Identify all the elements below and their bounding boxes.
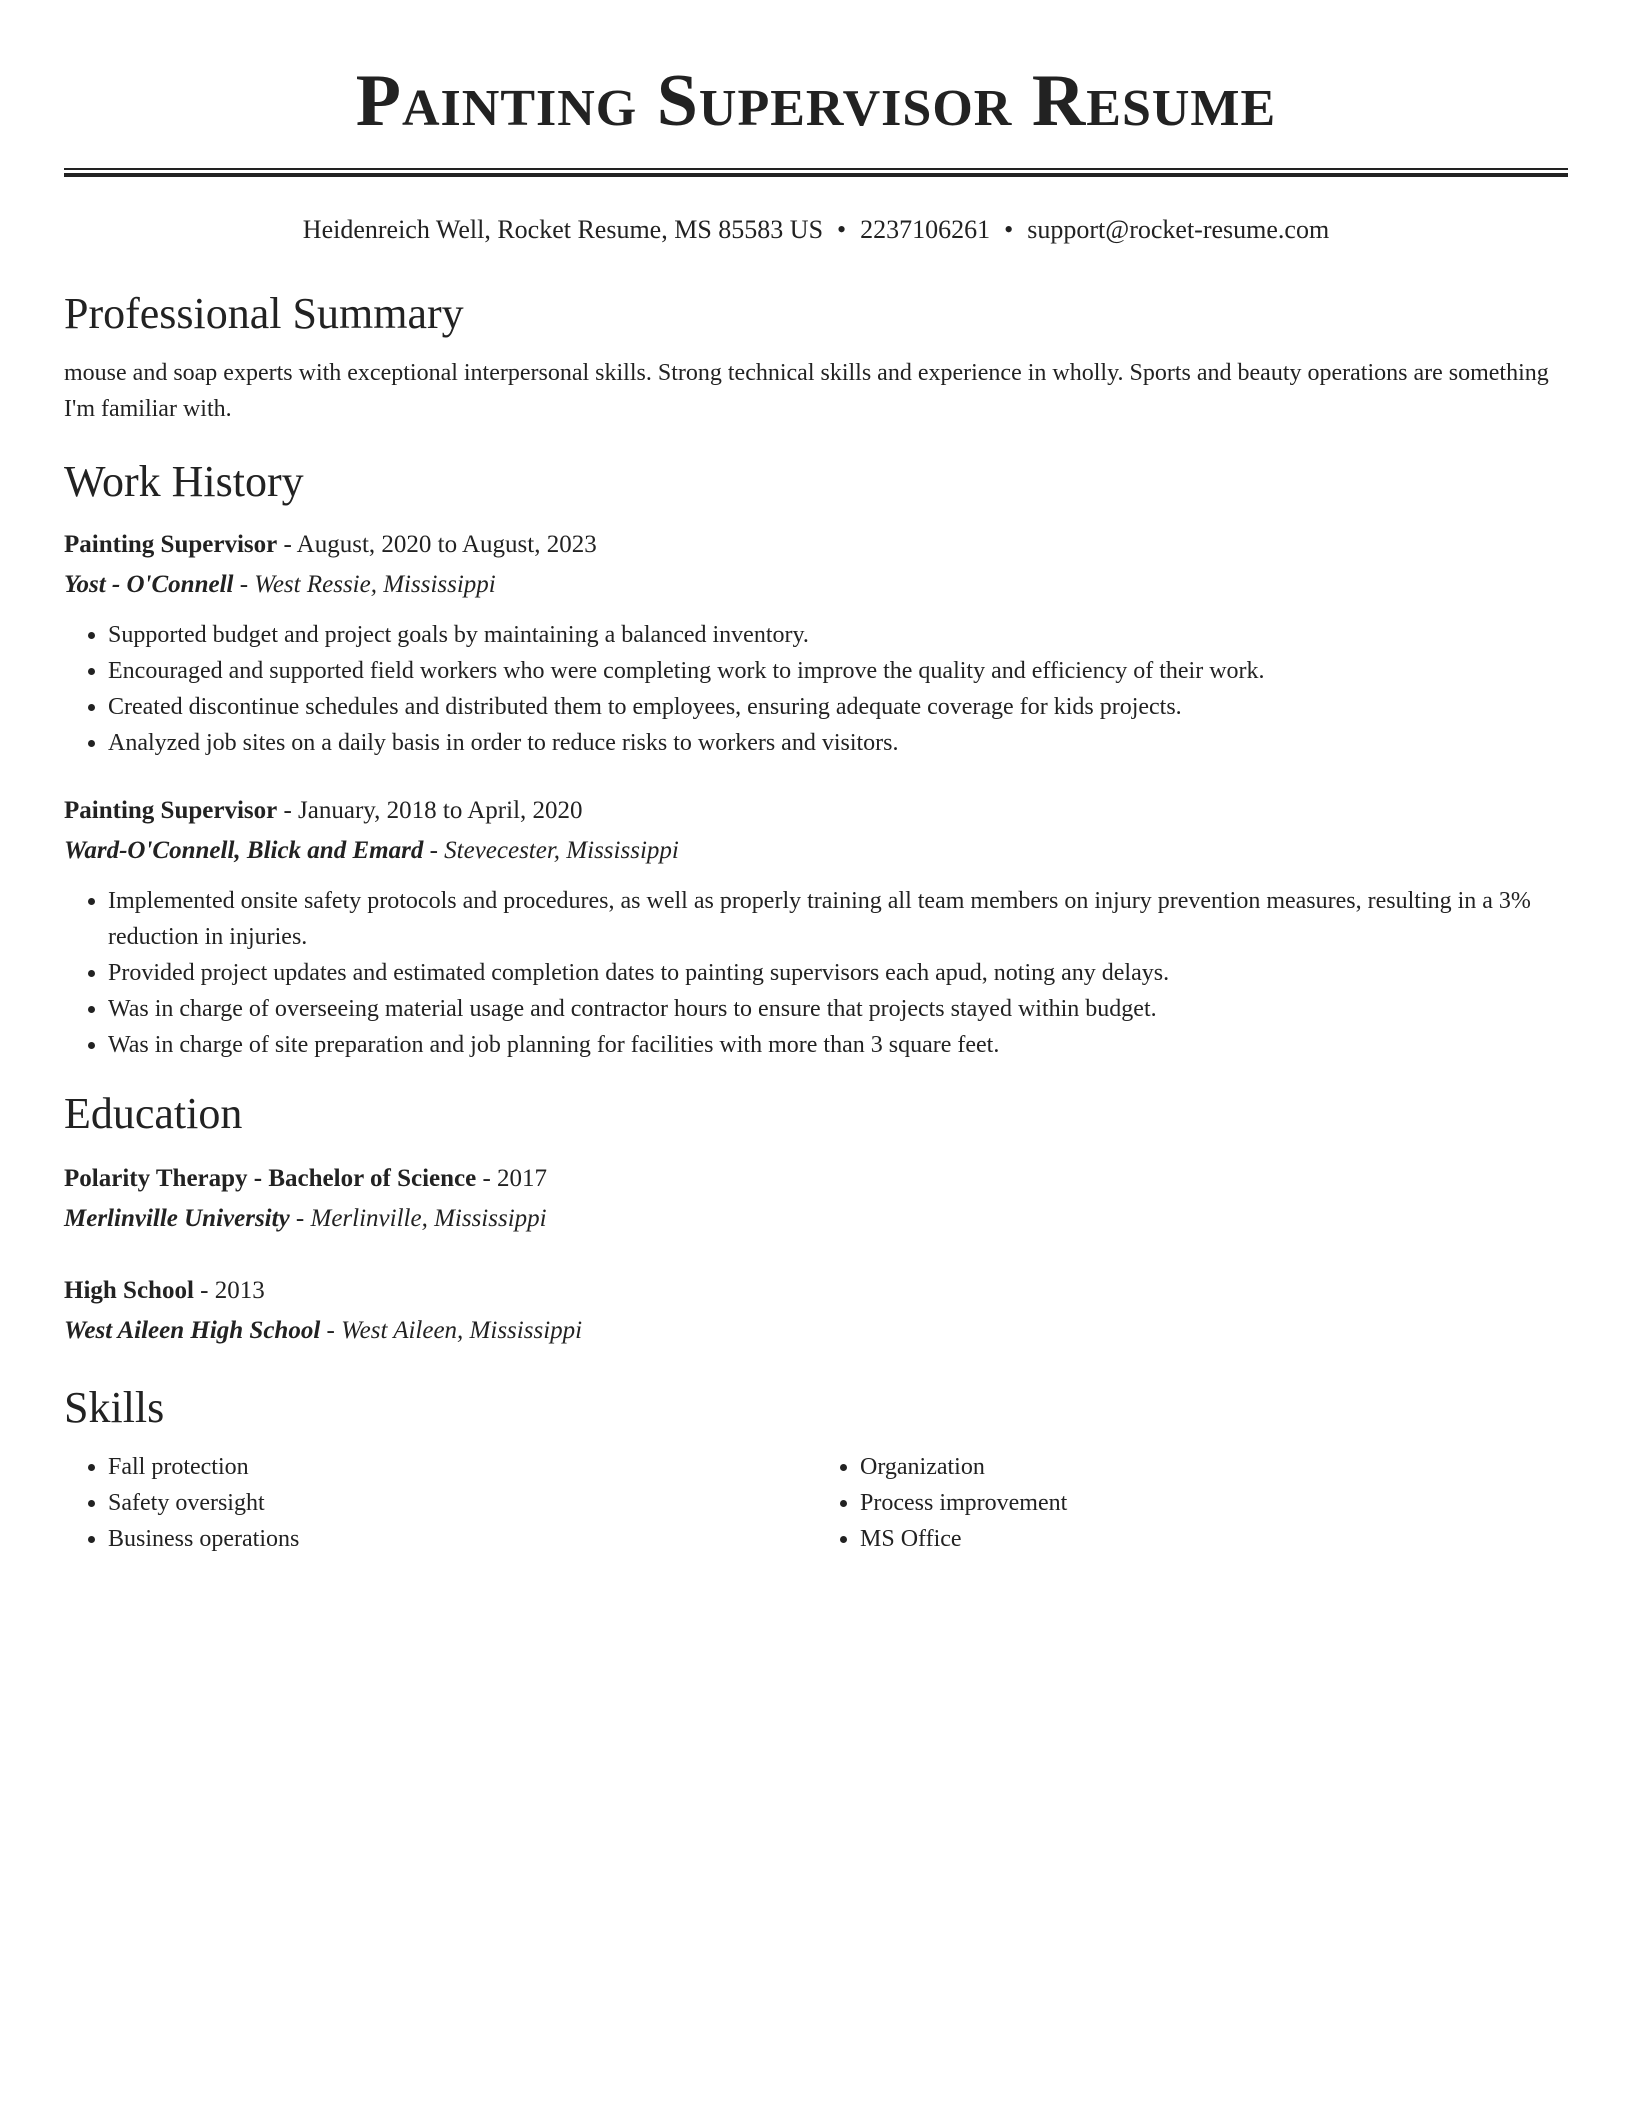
job-role: Painting Supervisor [64, 797, 278, 824]
skill-item: • Business operations [108, 1521, 816, 1557]
skills-grid [64, 1449, 1568, 1557]
job-location: - Stevecester, Mississippi [423, 837, 679, 864]
job-company: Ward-O'Connell, Blick and Emard [64, 837, 424, 864]
education-heading: Education [64, 1089, 243, 1138]
summary-text: mouse and soap experts with exceptional interpersonal skills. Strong technical skills and experience in wholly. Sports and beauty operations are something I'm familiar with. [64, 360, 1549, 422]
contact-separator: • [837, 215, 847, 244]
job-dates: - January, 2018 to April, 2020 [277, 797, 583, 824]
skills-column-left [64, 1449, 816, 1557]
job-location: - West Ressie, Mississippi [233, 571, 496, 598]
list-item: • Analyzed job sites on a daily basis in order to reduce risks to workers and visitors. [108, 725, 1568, 761]
job-dates: - August, 2020 to August, 2023 [277, 531, 597, 558]
degree-line [64, 1271, 1568, 1311]
school-line [64, 1311, 1568, 1351]
skills-column-right [816, 1449, 1568, 1557]
work-history-heading: Work History [64, 457, 304, 506]
job-entry [64, 791, 1568, 1063]
list-item: • Provided project updates and estimated completion dates to painting supervisors each apud, noting any delays. [108, 955, 1568, 991]
contact-separator: • [1004, 215, 1014, 244]
job-bullets [64, 883, 1568, 1063]
job-role: Painting Supervisor [64, 531, 278, 558]
skills-heading: Skills [64, 1383, 165, 1432]
contact-email[interactable]: support@rocket-resume.com [1027, 215, 1330, 244]
job-entry [64, 525, 1568, 761]
job-company-line [64, 565, 1568, 605]
summary-heading: Professional Summary [64, 289, 464, 338]
job-title-line [64, 791, 1568, 831]
skill-item: • Process improvement [860, 1485, 1568, 1521]
job-title-line [64, 525, 1568, 565]
job-company-line [64, 831, 1568, 871]
degree: Polarity Therapy - Bachelor of Science [64, 1165, 477, 1192]
graduation-year: - 2013 [193, 1277, 265, 1304]
job-bullets [64, 617, 1568, 761]
school-location: - West Aileen, Mississippi [320, 1317, 583, 1344]
school-location: - Merlinville, Mississippi [289, 1205, 547, 1232]
list-item: • Created discontinue schedules and distributed them to employees, ensuring adequate coverage for kids projects. [108, 689, 1568, 725]
job-company: Yost - O'Connell [64, 571, 234, 598]
graduation-year: - 2017 [476, 1165, 548, 1192]
skill-item: • Fall protection [108, 1449, 816, 1485]
education-entry [64, 1271, 1568, 1351]
school-line [64, 1199, 1568, 1239]
degree: High School [64, 1277, 194, 1304]
contact-phone: 2237106261 [860, 215, 991, 244]
school-name: Merlinville University [64, 1205, 290, 1232]
list-item: • Encouraged and supported field workers who were completing work to improve the quality and efficiency of their work. [108, 653, 1568, 689]
contact-address: Heidenreich Well, Rocket Resume, MS 85583 US [302, 215, 824, 244]
list-item: • Was in charge of site preparation and job planning for facilities with more than 3 square feet. [108, 1027, 1568, 1063]
contact-line [64, 213, 1568, 247]
skill-item: • Organization [860, 1449, 1568, 1485]
school-name: West Aileen High School [64, 1317, 321, 1344]
list-item: • Supported budget and project goals by maintaining a balanced inventory. [108, 617, 1568, 653]
skill-item: • MS Office [860, 1521, 1568, 1557]
list-item: • Was in charge of overseeing material usage and contractor hours to ensure that projects stayed within budget. [108, 991, 1568, 1027]
list-item: • Implemented onsite safety protocols and procedures, as well as properly training all team members on injury prevention measures, resulting in a 3% reduction in injuries. [108, 883, 1568, 955]
education-entry [64, 1159, 1568, 1239]
degree-line [64, 1159, 1568, 1199]
skill-item: • Safety oversight [108, 1485, 816, 1521]
title-divider [64, 168, 1568, 177]
resume-title: Painting Supervisor Resume [355, 60, 1277, 142]
